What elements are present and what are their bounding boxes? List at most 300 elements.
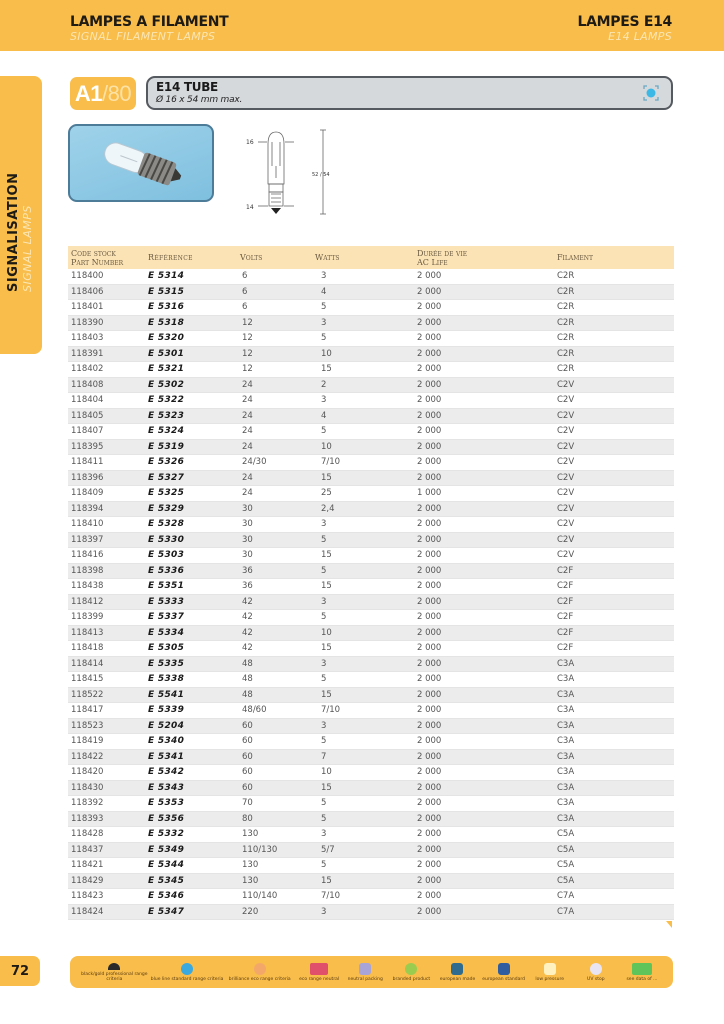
cell-reference: E 5338 [148, 674, 185, 685]
legend-label: branded product [392, 976, 431, 982]
cell-filament: C2R [557, 364, 575, 375]
cell-reference: E 5326 [148, 457, 185, 468]
cell-part-number: 118421 [71, 860, 104, 871]
cell-part-number: 118399 [71, 612, 104, 623]
cell-reference: E 5349 [148, 844, 185, 855]
table-row [68, 889, 674, 905]
table-row [68, 347, 674, 363]
cell-life: 2 000 [417, 767, 442, 778]
cell-filament: C2V [557, 457, 575, 468]
cell-part-number: 118392 [71, 798, 104, 809]
cell-part-number: 118523 [71, 720, 104, 731]
cell-reference: E 5316 [148, 302, 185, 313]
cell-life: 2 000 [417, 317, 442, 328]
cell-volts: 30 [242, 550, 253, 561]
cell-reference: E 5344 [148, 860, 185, 871]
cell-reference: E 5323 [148, 410, 185, 421]
cell-part-number: 118394 [71, 503, 104, 514]
cell-volts: 24 [242, 441, 253, 452]
cell-part-number: 118438 [71, 581, 104, 592]
col-header-part-number [68, 249, 148, 267]
cell-filament: C2R [557, 333, 575, 344]
col-header-line: Part Number [71, 257, 124, 267]
legend-item [151, 963, 224, 982]
page-number: 72 [0, 956, 40, 986]
cell-filament: C3A [557, 751, 575, 762]
table-body [68, 269, 674, 920]
cell-watts: 5 [321, 813, 327, 824]
cell-filament: C2V [557, 395, 575, 406]
cell-filament: C2V [557, 519, 575, 530]
cell-part-number: 118391 [71, 348, 104, 359]
table-row [68, 905, 674, 921]
legend-item [573, 963, 619, 982]
see-data-icon [632, 963, 652, 975]
cell-part-number: 118390 [71, 317, 104, 328]
table-row [68, 331, 674, 347]
cell-life: 2 000 [417, 674, 442, 685]
cell-reference: E 5330 [148, 534, 185, 545]
table-row [68, 455, 674, 471]
cell-filament: C5A [557, 875, 575, 886]
cell-filament: C2F [557, 643, 574, 654]
cell-reference: E 5204 [148, 720, 185, 731]
cell-part-number: 118424 [71, 906, 104, 917]
lamp-dimension-drawing [240, 126, 340, 226]
cell-part-number: 118412 [71, 596, 104, 607]
cell-filament: C3A [557, 689, 575, 700]
cell-filament: C2V [557, 472, 575, 483]
cell-reference: E 5340 [148, 736, 185, 747]
table-header-row [68, 246, 674, 269]
cell-reference: E 5353 [148, 798, 185, 809]
cell-filament: C3A [557, 674, 575, 685]
cell-life: 2 000 [417, 503, 442, 514]
cell-reference: E 5333 [148, 596, 185, 607]
cell-reference: E 5325 [148, 488, 185, 499]
cell-volts: 42 [242, 596, 253, 607]
legend-item [296, 963, 342, 982]
cell-life: 2 000 [417, 658, 442, 669]
cell-filament: C3A [557, 798, 575, 809]
cell-reference: E 5321 [148, 364, 185, 375]
table-row [68, 517, 674, 533]
cell-watts: 4 [321, 286, 327, 297]
col-header-line: Code stock [71, 248, 116, 258]
cell-part-number: 118437 [71, 844, 104, 855]
table-row [68, 626, 674, 642]
cell-watts: 15 [321, 643, 332, 654]
cell-watts: 3 [321, 906, 327, 917]
cell-filament: C2V [557, 488, 575, 499]
table-row [68, 471, 674, 487]
cell-reference: E 5339 [148, 705, 185, 716]
cell-filament: C2V [557, 503, 575, 514]
cell-reference: E 5334 [148, 627, 185, 638]
cell-volts: 110/140 [242, 891, 278, 902]
uv-stop-icon [590, 963, 602, 975]
table-row [68, 812, 674, 828]
cell-watts: 3 [321, 720, 327, 731]
cell-reference: E 5315 [148, 286, 185, 297]
col-header-line: Durée de vie [417, 248, 468, 258]
cell-part-number: 118422 [71, 751, 104, 762]
european-made-icon [451, 963, 463, 975]
cell-watts: 10 [321, 627, 332, 638]
col-header-line: AC Life [417, 257, 448, 267]
cell-filament: C2V [557, 550, 575, 561]
cell-part-number: 118404 [71, 395, 104, 406]
cell-life: 2 000 [417, 643, 442, 654]
cell-reference: E 5324 [148, 426, 185, 437]
cell-volts: 12 [242, 348, 253, 359]
cell-watts: 5 [321, 534, 327, 545]
cell-filament: C3A [557, 658, 575, 669]
cell-watts: 5 [321, 565, 327, 576]
cell-reference: E 5327 [148, 472, 185, 483]
cell-watts: 7/10 [321, 891, 341, 902]
cell-part-number: 118408 [71, 379, 104, 390]
table-row [68, 750, 674, 766]
cell-watts: 25 [321, 488, 332, 499]
table-row [68, 610, 674, 626]
header-left [70, 14, 228, 43]
cell-part-number: 118418 [71, 643, 104, 654]
cell-life: 2 000 [417, 410, 442, 421]
cell-volts: 60 [242, 720, 253, 731]
cell-watts: 3 [321, 395, 327, 406]
cell-volts: 6 [242, 286, 248, 297]
cell-watts: 5/7 [321, 844, 335, 855]
cell-life: 2 000 [417, 813, 442, 824]
cell-watts: 3 [321, 596, 327, 607]
cell-life: 2 000 [417, 751, 442, 762]
legend-label: neutral packing [347, 976, 383, 982]
dim-base-label: 14 [246, 204, 254, 211]
cell-part-number: 118409 [71, 488, 104, 499]
lamp-specs-table [68, 246, 674, 920]
cell-watts: 15 [321, 550, 332, 561]
eco-range-icon [310, 963, 328, 975]
legend-item [619, 963, 665, 982]
cell-life: 2 000 [417, 472, 442, 483]
cell-reference: E 5320 [148, 333, 185, 344]
cell-filament: C2F [557, 612, 574, 623]
col-header-watts [315, 253, 417, 262]
cell-reference: E 5322 [148, 395, 185, 406]
legend-item [481, 963, 527, 982]
cell-reference: E 5329 [148, 503, 185, 514]
product-title-box [146, 76, 673, 110]
continue-arrow-icon [666, 921, 672, 928]
low-pressure-icon [544, 963, 556, 975]
table-row [68, 827, 674, 843]
cell-reference: E 5345 [148, 875, 185, 886]
cell-life: 2 000 [417, 705, 442, 716]
cell-life: 2 000 [417, 379, 442, 390]
legend-label: see data of ... [626, 976, 658, 982]
legend-label: brilliance eco range criteria [228, 976, 291, 982]
col-header-line: Filament [557, 253, 594, 262]
cell-part-number: 118396 [71, 472, 104, 483]
brilliance-icon [254, 963, 266, 975]
cell-watts: 15 [321, 782, 332, 793]
cell-part-number: 118405 [71, 410, 104, 421]
european-standard-icon [498, 963, 510, 975]
cell-volts: 42 [242, 612, 253, 623]
cell-volts: 24 [242, 395, 253, 406]
cell-reference: E 5341 [148, 751, 185, 762]
cell-volts: 80 [242, 813, 253, 824]
cell-volts: 30 [242, 503, 253, 514]
cell-life: 2 000 [417, 286, 442, 297]
table-row [68, 579, 674, 595]
table-row [68, 362, 674, 378]
col-header-volts [240, 253, 315, 262]
cell-filament: C2R [557, 317, 575, 328]
cell-reference: E 5347 [148, 906, 185, 917]
cell-part-number: 118411 [71, 457, 104, 468]
cell-watts: 3 [321, 271, 327, 282]
cell-filament: C5A [557, 844, 575, 855]
table-row [68, 641, 674, 657]
cell-part-number: 118393 [71, 813, 104, 824]
product-title: E14 TUBE [156, 80, 218, 94]
legend-label: black/gold professional range criteria [81, 971, 148, 982]
header-category-subtitle: E14 LAMPS [608, 30, 672, 43]
cell-watts: 3 [321, 317, 327, 328]
cell-volts: 60 [242, 736, 253, 747]
cell-part-number: 118420 [71, 767, 104, 778]
col-header-line: Watts [315, 253, 340, 262]
cell-filament: C3A [557, 782, 575, 793]
col-header-line: Volts [240, 253, 263, 262]
cell-reference: E 5351 [148, 581, 185, 592]
cell-life: 2 000 [417, 364, 442, 375]
legend-item [342, 963, 388, 982]
cell-part-number: 118423 [71, 891, 104, 902]
cell-part-number: 118414 [71, 658, 104, 669]
section-subtitle: SIGNAL LAMPS [21, 205, 34, 292]
legend-bar [70, 956, 673, 988]
cell-watts: 10 [321, 348, 332, 359]
cell-life: 2 000 [417, 534, 442, 545]
cell-part-number: 118410 [71, 519, 104, 530]
cell-part-number: 118430 [71, 782, 104, 793]
cell-filament: C2V [557, 441, 575, 452]
table-row [68, 688, 674, 704]
cell-volts: 30 [242, 519, 253, 530]
table-row [68, 703, 674, 719]
cell-part-number: 118402 [71, 364, 104, 375]
cell-volts: 36 [242, 581, 253, 592]
cell-watts: 15 [321, 472, 332, 483]
section-side-label [6, 112, 34, 292]
cell-life: 2 000 [417, 395, 442, 406]
cell-volts: 48 [242, 689, 253, 700]
product-code: A1 [74, 80, 103, 106]
col-header-filament [557, 253, 667, 262]
legend-item [223, 963, 296, 982]
cell-watts: 7 [321, 751, 327, 762]
cell-reference: E 5336 [148, 565, 185, 576]
cell-volts: 70 [242, 798, 253, 809]
table-row [68, 765, 674, 781]
header-right [577, 14, 672, 43]
cell-part-number: 118413 [71, 627, 104, 638]
cell-watts: 3 [321, 658, 327, 669]
cell-part-number: 118416 [71, 550, 104, 561]
table-row [68, 796, 674, 812]
cell-part-number: 118395 [71, 441, 104, 452]
cell-life: 2 000 [417, 565, 442, 576]
table-row [68, 595, 674, 611]
neutral-packing-icon [359, 963, 371, 975]
cell-life: 2 000 [417, 612, 442, 623]
cell-life: 2 000 [417, 860, 442, 871]
black-gold-icon [108, 963, 120, 970]
cell-volts: 130 [242, 860, 259, 871]
cell-watts: 5 [321, 798, 327, 809]
cell-life: 2 000 [417, 844, 442, 855]
cell-volts: 60 [242, 767, 253, 778]
cell-volts: 6 [242, 302, 248, 313]
cell-filament: C2F [557, 596, 574, 607]
cell-life: 2 000 [417, 550, 442, 561]
cell-part-number: 118401 [71, 302, 104, 313]
cell-part-number: 118428 [71, 829, 104, 840]
cell-volts: 24 [242, 488, 253, 499]
header-category-title: LAMPES E14 [577, 14, 672, 30]
table-row [68, 858, 674, 874]
cell-filament: C3A [557, 767, 575, 778]
cell-part-number: 118398 [71, 565, 104, 576]
cell-reference: E 5314 [148, 271, 185, 282]
cell-filament: C3A [557, 705, 575, 716]
cell-volts: 48/60 [242, 705, 267, 716]
cell-life: 2 000 [417, 782, 442, 793]
cell-reference: E 5337 [148, 612, 185, 623]
cell-life: 2 000 [417, 689, 442, 700]
table-row [68, 502, 674, 518]
cell-volts: 12 [242, 333, 253, 344]
table-row [68, 843, 674, 859]
col-header-reference [148, 253, 240, 262]
cell-watts: 7/10 [321, 705, 341, 716]
blue-tint-icon [643, 85, 659, 101]
legend-label: low pressure [535, 976, 564, 982]
cell-life: 2 000 [417, 457, 442, 468]
cell-volts: 60 [242, 751, 253, 762]
cell-reference: E 5318 [148, 317, 185, 328]
cell-watts: 10 [321, 441, 332, 452]
cell-life: 2 000 [417, 798, 442, 809]
cell-filament: C2V [557, 534, 575, 545]
cell-volts: 130 [242, 875, 259, 886]
cell-watts: 3 [321, 519, 327, 530]
cell-part-number: 118397 [71, 534, 104, 545]
cell-watts: 10 [321, 767, 332, 778]
cell-watts: 5 [321, 860, 327, 871]
cell-watts: 5 [321, 426, 327, 437]
cell-volts: 48 [242, 658, 253, 669]
cell-life: 2 000 [417, 271, 442, 282]
legend-label: eco range neutral [299, 976, 340, 982]
cell-volts: 42 [242, 627, 253, 638]
cell-reference: E 5356 [148, 813, 185, 824]
section-title: SIGNALISATION [6, 172, 21, 292]
cell-watts: 5 [321, 736, 327, 747]
table-row [68, 486, 674, 502]
cell-volts: 130 [242, 829, 259, 840]
table-row [68, 781, 674, 797]
cell-volts: 24 [242, 410, 253, 421]
cell-volts: 36 [242, 565, 253, 576]
table-row [68, 378, 674, 394]
cell-reference: E 5335 [148, 658, 185, 669]
cell-life: 2 000 [417, 333, 442, 344]
cell-reference: E 5302 [148, 379, 185, 390]
cell-volts: 220 [242, 906, 259, 917]
cell-reference: E 5305 [148, 643, 185, 654]
cell-life: 2 000 [417, 596, 442, 607]
cell-life: 2 000 [417, 302, 442, 313]
table-row [68, 564, 674, 580]
cell-reference: E 5303 [148, 550, 185, 561]
cell-life: 2 000 [417, 875, 442, 886]
legend-label: UV stop [587, 976, 605, 982]
cell-life: 2 000 [417, 441, 442, 452]
cell-volts: 60 [242, 782, 253, 793]
lamp-photo-icon [70, 126, 214, 202]
cell-watts: 5 [321, 333, 327, 344]
cell-reference: E 5328 [148, 519, 185, 530]
table-row [68, 719, 674, 735]
cell-watts: 2 [321, 379, 327, 390]
cell-volts: 30 [242, 534, 253, 545]
table-row [68, 874, 674, 890]
cell-part-number: 118407 [71, 426, 104, 437]
table-row [68, 424, 674, 440]
cell-reference: E 5319 [148, 441, 185, 452]
cell-life: 2 000 [417, 581, 442, 592]
cell-watts: 5 [321, 302, 327, 313]
cell-filament: C2R [557, 271, 575, 282]
cell-filament: C2V [557, 379, 575, 390]
table-row [68, 672, 674, 688]
cell-reference: E 5541 [148, 689, 185, 700]
table-row [68, 409, 674, 425]
table-row [68, 440, 674, 456]
cell-filament: C2F [557, 565, 574, 576]
cell-filament: C2F [557, 627, 574, 638]
cell-watts: 4 [321, 410, 327, 421]
cell-life: 2 000 [417, 720, 442, 731]
cell-watts: 15 [321, 689, 332, 700]
cell-volts: 110/130 [242, 844, 278, 855]
cell-watts: 15 [321, 875, 332, 886]
cell-reference: E 5346 [148, 891, 185, 902]
cell-watts: 7/10 [321, 457, 341, 468]
cell-filament: C3A [557, 720, 575, 731]
cell-filament: C3A [557, 813, 575, 824]
cell-filament: C2F [557, 581, 574, 592]
cell-life: 2 000 [417, 891, 442, 902]
cell-filament: C5A [557, 860, 575, 871]
cell-filament: C2R [557, 348, 575, 359]
cell-life: 2 000 [417, 348, 442, 359]
table-row [68, 548, 674, 564]
